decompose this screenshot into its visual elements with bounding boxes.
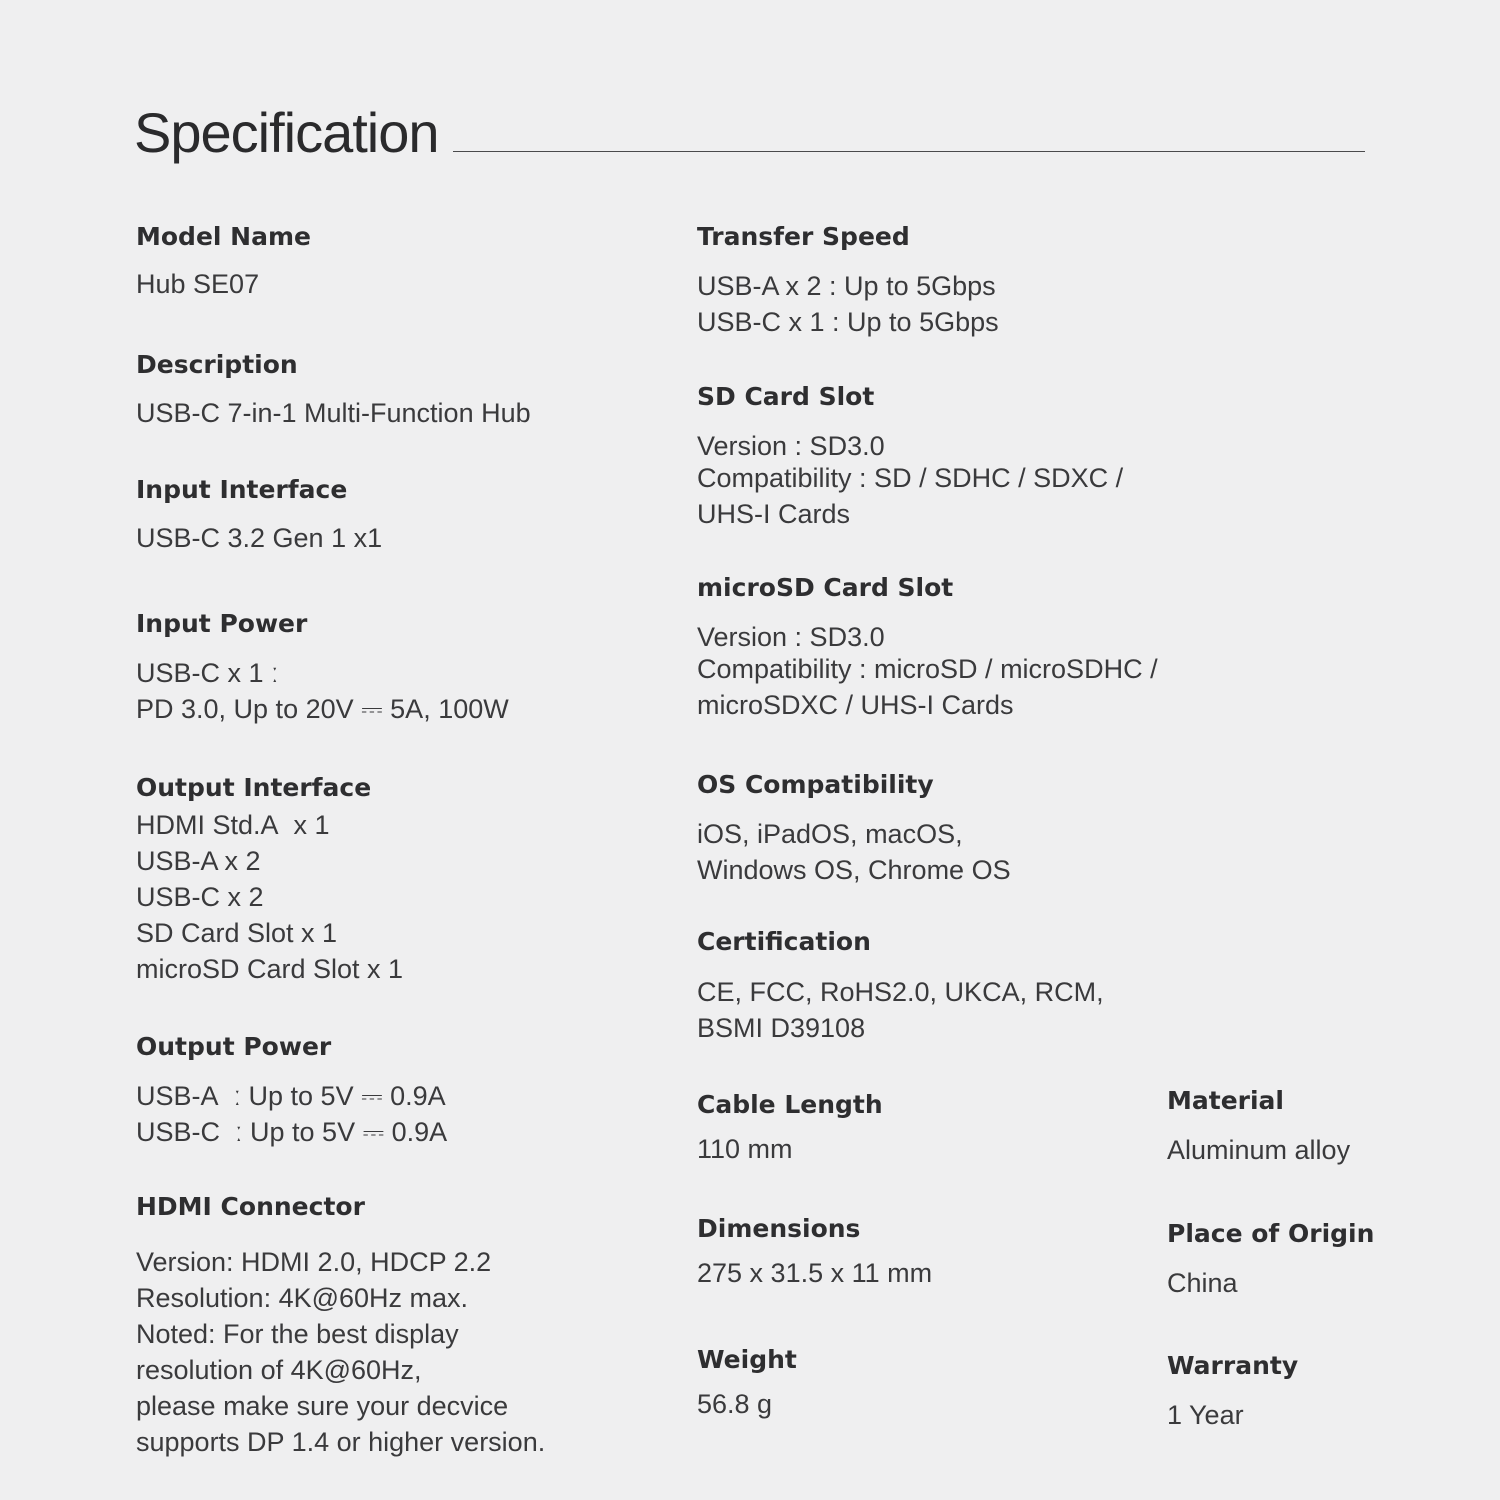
spec-place-of-origin <box>1167 1219 1374 1301</box>
spec-value-line: HDMI Std.A x 1 <box>136 810 330 840</box>
spec-value-line: microSDXC / UHS-I Cards <box>697 690 1014 720</box>
spec-value <box>1167 1397 1298 1433</box>
spec-transfer-speed <box>697 222 999 340</box>
spec-value-line: USB-C 3.2 Gen 1 x1 <box>136 523 383 553</box>
page-title: Specification <box>134 101 439 164</box>
spec-value-line: USB-C x 1 ː <box>136 658 279 688</box>
spec-value-line: PD 3.0, Up to 20V ⎓ 5A, 100W <box>136 694 509 724</box>
spec-value <box>697 1255 932 1291</box>
spec-value-line: USB-C 7-in-1 Multi-Function Hub <box>136 398 531 428</box>
spec-value-line: resolution of 4K@60Hz, <box>136 1355 422 1385</box>
spec-label: Dimensions <box>697 1214 861 1243</box>
spec-value-line: China <box>1167 1268 1238 1298</box>
spec-value-line: microSD Card Slot x 1 <box>136 954 404 984</box>
spec-os-compatibility <box>697 770 1011 888</box>
spec-value <box>136 1078 447 1150</box>
spec-value <box>1167 1265 1374 1301</box>
spec-value <box>697 1386 797 1422</box>
spec-value-line: USB-A x 2 : Up to 5Gbps <box>697 271 996 301</box>
spec-warranty <box>1167 1351 1298 1433</box>
spec-label: Warranty <box>1167 1351 1299 1380</box>
spec-value-line: Version: HDMI 2.0, HDCP 2.2 <box>136 1247 492 1277</box>
spec-input-interface <box>136 475 382 556</box>
spec-label: microSD Card Slot <box>697 573 954 602</box>
spec-label: Input Power <box>136 609 308 638</box>
spec-model-name <box>136 222 311 302</box>
spec-value-line: SD Card Slot x 1 <box>136 918 338 948</box>
spec-value <box>136 655 509 727</box>
spec-output-power <box>136 1032 447 1150</box>
spec-value-line: Aluminum alloy <box>1167 1135 1351 1165</box>
spec-value <box>697 816 1011 888</box>
spec-value <box>697 428 1123 532</box>
spec-label: Description <box>136 350 298 379</box>
spec-dimensions <box>697 1214 932 1291</box>
spec-value-line: USB-A ː Up to 5V ⎓ 0.9A <box>136 1081 446 1111</box>
spec-value-line: 275 x 31.5 x 11 mm <box>697 1258 933 1288</box>
spec-value-line: USB-C x 2 <box>136 882 264 912</box>
spec-value-line: UHS-I Cards <box>697 499 851 529</box>
spec-value-line: USB-A x 2 <box>136 846 261 876</box>
spec-label: Output Power <box>136 1032 332 1061</box>
title-divider <box>453 151 1365 152</box>
spec-label: Weight <box>697 1345 797 1374</box>
spec-hdmi-connector <box>136 1192 545 1460</box>
spec-value <box>697 619 1158 723</box>
spec-certification <box>697 927 1104 1046</box>
spec-value <box>136 807 403 987</box>
spec-value-line: Version : SD3.0 <box>697 431 885 461</box>
spec-value-line: USB-C ː Up to 5V ⎓ 0.9A <box>136 1117 448 1147</box>
spec-description <box>136 350 531 431</box>
spec-input-power <box>136 609 509 727</box>
spec-value-line: Windows OS, Chrome OS <box>697 855 1011 885</box>
spec-value <box>136 520 382 556</box>
spec-value <box>136 395 531 431</box>
spec-output-interface <box>136 773 403 987</box>
spec-sd-card-slot <box>697 382 1123 532</box>
spec-label: Input Interface <box>136 475 348 504</box>
spec-value-line: Compatibility : SD / SDHC / SDXC / <box>697 463 1124 493</box>
spec-weight <box>697 1345 797 1422</box>
spec-value-line: 56.8 g <box>697 1389 773 1419</box>
spec-value-line: Resolution: 4K@60Hz max. <box>136 1283 469 1313</box>
spec-label: Certification <box>697 927 871 956</box>
spec-label: Model Name <box>136 222 311 251</box>
spec-microsd-card-slot <box>697 573 1158 723</box>
spec-label: Output Interface <box>136 773 372 802</box>
spec-material <box>1167 1086 1350 1168</box>
spec-value-line: please make sure your decvice <box>136 1391 509 1421</box>
spec-value <box>697 1131 883 1167</box>
spec-value <box>136 1244 545 1460</box>
spec-label: Transfer Speed <box>697 222 910 251</box>
spec-value-line: USB-C x 1 : Up to 5Gbps <box>697 307 999 337</box>
spec-value <box>136 266 311 302</box>
spec-value-line: CE, FCC, RoHS2.0, UKCA, RCM, <box>697 977 1104 1007</box>
spec-value <box>697 268 999 340</box>
spec-value <box>1167 1132 1350 1168</box>
spec-label: SD Card Slot <box>697 382 875 411</box>
spec-value-line: BSMI D39108 <box>697 1013 866 1043</box>
spec-value-line: 1 Year <box>1167 1400 1244 1430</box>
spec-value-line: Hub SE07 <box>136 269 260 299</box>
spec-value-line: Compatibility : microSD / microSDHC / <box>697 654 1158 684</box>
spec-label: Material <box>1167 1086 1284 1115</box>
spec-label: Place of Origin <box>1167 1219 1375 1248</box>
spec-label: Cable Length <box>697 1090 883 1119</box>
spec-value-line: supports DP 1.4 or higher version. <box>136 1427 546 1457</box>
spec-label: HDMI Connector <box>136 1192 365 1221</box>
spec-cable-length <box>697 1090 883 1167</box>
spec-value-line: 110 mm <box>697 1134 793 1164</box>
spec-value-line: iOS, iPadOS, macOS, <box>697 819 963 849</box>
spec-label: OS Compatibility <box>697 770 934 799</box>
spec-value-line: Noted: For the best display <box>136 1319 459 1349</box>
spec-value-line: Version : SD3.0 <box>697 622 885 652</box>
spec-value <box>697 974 1104 1046</box>
